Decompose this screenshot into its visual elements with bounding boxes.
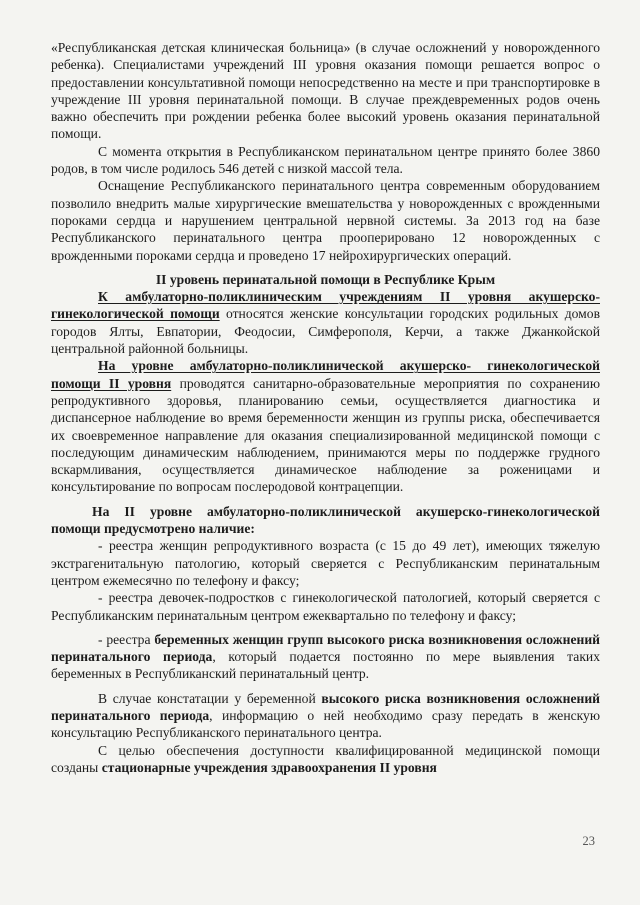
paragraph-1: «Республиканская детская клиническая больница» (в случае осложнений у новорожденного ребенка). Специалистами учреждений III уровня оказания помощи решается вопрос о предоставлении консультативной помощи непосредственно на месте и при транспортировке в учреждение III уровня перинатальной помощи. В случае преждевременных родов очень важно обеспечить при рождении ребенка более высокий уровень оказания перинатальной помощи. bbox=[51, 40, 600, 142]
page-number: 23 bbox=[582, 834, 595, 848]
paragraph-2: С момента открытия в Республиканском перинатальном центре принято более 3860 родов, в том числе родилось 546 детей с низкой массой тела. bbox=[51, 143, 600, 177]
paragraph-11: С целью обеспечения доступности квалифицированной медицинской помощи созданы стационарные учреждения здравоохранения II уровня bbox=[51, 742, 600, 775]
paragraph-6: На II уровне амбулаторно-поликлинической акушерско-гинекологической помощи предусмотрено наличие: bbox=[51, 503, 600, 537]
paragraph-10: В случае констатации у беременной высокого риска возникновения осложнений перинатального периода, информацию о ней необходимо сразу передать в женскую консультацию Республиканского перинатального центра. bbox=[51, 690, 600, 741]
list-item-registry-pregnant: - реестра беременных женщин групп высокого риска возникновения осложнений перинатального периода, который подается постоянно по мере выявления таких беременных в Республиканский перинатальный центр. bbox=[51, 631, 600, 682]
paragraph-5: На уровне амбулаторно-поликлинической акушерско- гинекологической помощи II уровня проводятся санитарно-образовательные мероприятия по сохранению репродуктивного здоровья, планированию семьи, осуществляется диагностика и диспансерное наблюдение во время беременности женщин из группы риска, обеспечивается их своевременное направление для оказания специализированной медицинской помощи с последующим динамическим наблюдением, принимаются меры по поддержке грудного вскармливания, осуществляется динамическое наблюдение за роженицами и консультирование по вопросам послеродовой контрацепции. bbox=[51, 358, 600, 495]
paragraph-3: Оснащение Республиканского перинатального центра современным оборудованием позволило внедрить малые хирургические вмешательства у новорожденных с врожденными пороками сердца и нарушением центральной нервной системы. За 2013 год на базе Республиканского перинатального центра прооперировано 12 новорожденных с врожденными пороками сердца и проведено 17 нейрохирургических операций. bbox=[51, 178, 600, 263]
section-heading: II уровень перинатальной помощи в Республике Крым bbox=[155, 271, 496, 287]
paragraph-4: К амбулаторно-поликлиническим учреждениям II уровня акушерско-гинекологической помощи относятся женские консультации городских родильных домов городов Ялты, Евпатории, Феодосии, Симферополя, Керчи, а также Джанкойской центральной районной больницы. bbox=[51, 289, 600, 357]
list-item-registry-women: - реестра женщин репродуктивного возраста (с 15 до 49 лет), имеющих тяжелую экстрагенитальную патологию, который сверяется с Республиканским перинатальным центром ежемесячно по телефону и факсу; bbox=[51, 538, 600, 588]
list-item-registry-girls: - реестра девочек-подростков с гинекологической патологией, который сверяется с Республиканским перинатальным центром ежеквартально по телефону и факсу; bbox=[51, 590, 600, 623]
